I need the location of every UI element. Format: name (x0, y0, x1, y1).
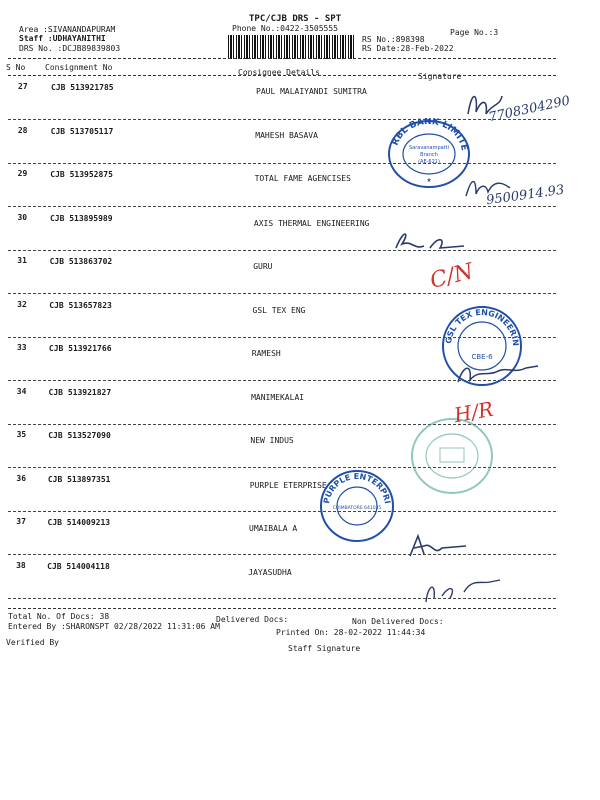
verified-by: Verified By (6, 638, 59, 647)
row-divider (8, 163, 556, 164)
cn-red-note: C/N (427, 259, 476, 294)
area-label: Area :SIVANANDAPURAM (19, 25, 116, 34)
row-consignment-no: CJB 513921766 (48, 344, 112, 353)
row-consignee-name: GSL TEX ENG (252, 305, 306, 315)
row-divider (8, 206, 556, 207)
col-consignment: Consignment No (45, 63, 113, 72)
footer-divider (8, 608, 556, 609)
row-consignment-no: CJB 513863702 (49, 257, 113, 266)
row-consignment-no: CJB 513527090 (48, 431, 111, 440)
staff-label: Staff :UDHAYANITHI (19, 34, 106, 43)
drs-number: DRS No. :DCJB89839803 (19, 44, 121, 53)
page-number: Page No.:3 (450, 28, 499, 37)
signature-37 (404, 530, 474, 560)
col-sno: S No (6, 63, 26, 72)
row-sno: 31 (17, 256, 27, 265)
row-consignee-name: MANIMEKALAI (251, 393, 305, 403)
row-divider (8, 293, 556, 294)
row-consignment-no: CJB 513921827 (48, 388, 112, 397)
col-signature: Signature (418, 72, 462, 81)
row-sno: 36 (16, 474, 27, 483)
row-consignment-no: CJB 513705117 (50, 127, 114, 136)
delivered-docs: Delivered Docs: (216, 615, 289, 624)
row-consignee-name: AXIS THERMAL ENGINEERING (253, 218, 370, 228)
row-consignee-name: MAHESH BASAVA (255, 131, 318, 141)
row-consignee-name: PAUL MALAIYANDI SUMITRA (256, 87, 367, 96)
row-sno: 29 (17, 169, 28, 178)
svg-text:Branch: Branch (420, 152, 438, 158)
row-sno: 34 (16, 387, 27, 396)
row-consignee-name: UMAIBALA A (249, 523, 298, 533)
row-consignment-no: CJB 513897351 (47, 475, 111, 484)
signature-30 (390, 226, 470, 256)
row-sno: 28 (17, 126, 28, 135)
svg-text:Saravanampatti: Saravanampatti (408, 145, 450, 151)
header-divider (8, 58, 556, 59)
svg-text:★: ★ (426, 175, 432, 184)
rbl-stamp-text: RBL BANK LIMITE (390, 118, 469, 152)
row-divider (8, 250, 556, 251)
gsl-stamp-text: GSL TEX ENGINEERIN (443, 307, 521, 347)
faded-round-stamp (410, 416, 494, 496)
row-consignment-no: CJB 514004118 (47, 562, 110, 571)
total-docs: Total No. Of Docs: 38 (8, 612, 110, 621)
barcode (228, 35, 356, 59)
non-delivered-docs: Non Delivered Docs: (352, 617, 444, 626)
row-consignee-name: TOTAL FAME AGENCISES (254, 174, 351, 184)
staff-signature-label: Staff Signature (288, 644, 361, 653)
row-sno: 33 (16, 343, 27, 352)
row-sno: 30 (17, 213, 28, 222)
row-consignment-no: CJB 513657823 (49, 301, 112, 310)
row-sno: 38 (16, 561, 26, 570)
row-consignee-name: NEW INDUS (250, 436, 294, 446)
row-consignee-name: GURU (253, 261, 273, 271)
row-consignee-name: RAMESH (251, 349, 281, 359)
svg-text:GSL TEX ENGINEERING (440, 304, 520, 346)
svg-text:COIMBATORE 641035: COIMBATORE 641035 (332, 506, 382, 511)
phone-note-27: 7708304290 (487, 93, 572, 126)
phone-number: Phone No.:0422-3505555 (232, 24, 338, 33)
row-consignment-no: CJB 513895989 (49, 214, 113, 223)
svg-text:CBE-6: CBE-6 (471, 353, 493, 361)
phone-note-29: 9500914.93 (485, 182, 566, 209)
row-sno: 35 (16, 430, 27, 439)
rs-date: RS Date:28-Feb-2022 (362, 44, 454, 53)
row-consignment-no: CJB 513921785 (51, 83, 114, 92)
document-title: TPC/CJB DRS - SPT (249, 14, 342, 24)
printed-on: Printed On: 28-02-2022 11:44:34 (276, 628, 426, 637)
row-consignment-no: CJB 513952875 (50, 170, 113, 179)
signature-33 (452, 356, 542, 388)
column-divider (8, 75, 556, 76)
row-consignee-name: PURPLE ETERPRISE (249, 480, 327, 490)
col-consignee: Consignee Details (238, 68, 320, 77)
signature-38 (420, 574, 504, 610)
entered-by: Entered By :SHARONSPT 02/28/2022 11:31:06 AM (8, 622, 220, 631)
row-divider (8, 511, 556, 512)
hr-red-note: H/R (452, 396, 496, 428)
svg-text:PURPLE ENTERPRISES (318, 468, 392, 504)
row-sno: 27 (18, 82, 28, 91)
row-consignment-no: CJB 514009213 (47, 518, 111, 527)
row-consignee-name: JAYASUDHA (248, 567, 292, 577)
purple-enterprises-stamp (318, 468, 396, 544)
row-sno: 37 (16, 517, 26, 526)
purple-stamp-text: PURPLE ENTERPRI (322, 471, 392, 505)
svg-text:(AE-621): (AE-621) (418, 159, 440, 165)
row-sno: 32 (17, 300, 27, 309)
rs-number: RS No.:898398 (362, 35, 425, 44)
